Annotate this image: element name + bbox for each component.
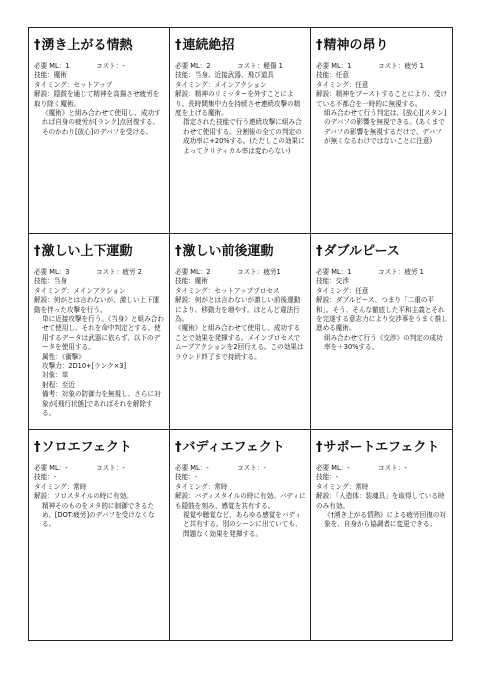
skill-card <box>170 234 311 430</box>
skill-line: 技能：- <box>34 473 57 482</box>
timing-line: タイミング：常時 <box>175 482 228 491</box>
cost: コスト：疲労 2 <box>96 268 142 276</box>
card-title <box>34 244 165 260</box>
dagger-mark: † <box>175 38 182 53</box>
skill-line: 技能：- <box>316 473 339 482</box>
attribute-line: 属性：《衝撃》 <box>42 352 85 361</box>
skill-card <box>29 28 170 234</box>
skill-card <box>170 430 311 640</box>
description-paragraph: 組み合わせて行う判定は、[放心][スタン]のデバフの影響を無視できる。(あくまでデバフの影響を無視するだけで、デバフが無くなるわけではないことに注意) <box>324 109 447 146</box>
description-paragraph: 視覚や聴覚など、あらゆる感覚をバディと共有する。別のシーンに出ていても、問題なく効果を発揮する。 <box>183 511 302 538</box>
skill-card <box>311 430 452 640</box>
range-line: 射程：至近 <box>42 380 75 389</box>
skill-card-grid <box>28 27 453 641</box>
card-title-text: 湧き上がる情熱 <box>41 38 133 53</box>
card-title-text: バディエフェクト <box>182 440 285 455</box>
skill-card <box>311 234 452 430</box>
description-paragraph: 単に近接攻撃を行う。《当身》と組み合わせて使用し、それを命中判定とする。使用するデータは武器に依らず、以下のデータを使用する。 <box>42 315 164 352</box>
skill-line: 技能：- <box>175 473 198 482</box>
description-paragraph: 《†湧き上がる情熱》による疲労回復の対象を、自身から協調者に変更できる。 <box>324 511 446 529</box>
card-title-text: 激しい上下運動 <box>41 244 133 259</box>
skill-card <box>29 234 170 430</box>
dagger-mark: † <box>316 244 323 259</box>
skill-card <box>29 430 170 640</box>
card-title-text: 激しい前後運動 <box>182 244 274 259</box>
description-paragraph: 《魔術》と組み合わせて使用し、成功すれば自身の疲労が[ランク]点回復する。そのかわり[放心]のデバフを受ける。 <box>42 109 161 136</box>
timing-line: タイミング：任意 <box>316 80 369 89</box>
timing-line: タイミング：セットアッププロセス <box>175 286 280 295</box>
required-ml: 必要 ML：1 <box>316 268 352 276</box>
dagger-mark: † <box>175 440 182 455</box>
description-paragraph: 《魔術》と組み合わせて使用し、成功することで効果を発揮する。メインプロセスでムーブアクションを2回行える。この効果はラウンド終了まで持続する。 <box>175 324 304 361</box>
cost: コスト：疲労1 <box>237 268 281 276</box>
description-paragraph: 解説：ソロスタイルの時に有効。 <box>34 492 133 501</box>
description-paragraph: 解説：精神のリミッターを外すことにより、長時間集中力を持続させ連続攻撃の精度を上げる魔術。 <box>175 90 301 118</box>
description-paragraph: 組み合わせて行う《交渉》の判定の成功率を＋30%する。 <box>324 333 443 352</box>
skill-card <box>311 28 452 234</box>
required-ml: 必要 ML：3 <box>34 268 70 276</box>
description-paragraph: 解説：何がとは言わないが、激しい上下運動を伴った攻撃を行う。 <box>34 296 160 314</box>
timing-line: タイミング：任意 <box>316 286 369 295</box>
description-paragraph: 解説：ダブルピース、つまり「二重の平和」。そう、そんな徹底した平和主義とそれを完遂する意志力により交渉事をうまく推し進める魔術。 <box>316 296 448 333</box>
timing-line: タイミング：常時 <box>316 482 369 491</box>
description-paragraph: 解説：何がとは言わないが激しい前後運動により、移動力を増やす。ほとんど違法行為。 <box>175 296 301 324</box>
cost: コスト：疲労 1 <box>378 268 424 276</box>
card-title-text: 精神の昂り <box>323 38 389 53</box>
required-ml: 必要 ML：- <box>316 464 350 472</box>
card-title <box>175 244 306 260</box>
card-title-text: ソロエフェクト <box>41 440 132 455</box>
skill-card <box>170 28 311 234</box>
card-title-text: 連続絶招 <box>182 38 235 53</box>
dagger-mark: † <box>34 244 41 259</box>
card-title <box>316 440 448 456</box>
skill-line: 技能：魔術 <box>175 277 208 286</box>
cost: コスト：疲労 1 <box>378 62 424 70</box>
card-meta <box>34 62 165 71</box>
dagger-mark: † <box>316 38 323 53</box>
target-line: 対象：単 <box>42 371 69 380</box>
description-paragraph: 解説：「人造体：装魂具」を取得している時のみ有効。 <box>316 492 445 510</box>
card-title-text: サポートエフェクト <box>323 440 440 455</box>
card-title <box>316 38 448 54</box>
required-ml: 必要 ML：2 <box>175 268 211 276</box>
description-paragraph: 解説：精神をブーストすることにより、受けている不都合を一時的に無視する。 <box>316 90 448 108</box>
card-title <box>175 38 306 54</box>
description-paragraph: 精神そのものをメタ的に制御できるため、[DOT:疲労]のデバフを受けなくなる。 <box>42 501 155 529</box>
timing-line: タイミング：セットアップ <box>34 80 113 89</box>
card-meta <box>175 464 306 473</box>
card-meta <box>175 268 306 277</box>
cost: コスト：- <box>96 62 125 70</box>
timing-line: タイミング：メインアクション <box>175 80 267 89</box>
skill-line: 技能：魔術 <box>34 71 67 80</box>
skill-line: 技能：交渉 <box>316 277 349 286</box>
timing-line: タイミング：メインアクション <box>34 286 126 295</box>
card-meta <box>34 464 165 473</box>
cost: コスト：軽傷 1 <box>237 62 283 70</box>
card-meta <box>316 464 448 473</box>
required-ml: 必要 ML：1 <box>316 62 352 70</box>
cost: コスト：- <box>378 464 407 472</box>
description-paragraph: 指定された技能で行う連続攻撃に組み合わせて使用する。分割後の全ての判定の成功率に+20%する。(ただしこの効果によってクリティカル率は変わらない) <box>183 118 305 155</box>
required-ml: 必要 ML：1 <box>34 62 70 70</box>
dagger-mark: † <box>316 440 323 455</box>
required-ml: 必要 ML：- <box>34 464 68 472</box>
dagger-mark: † <box>34 440 41 455</box>
card-meta <box>34 268 165 277</box>
description-paragraph: 解説：バディスタイルの時に有効。バディにも隠鼓を刻み、感覚を共有する。 <box>175 492 306 510</box>
dagger-mark: † <box>34 38 41 53</box>
card-title <box>316 244 448 260</box>
skill-line: 技能：当身、近接武器、飛び道具 <box>175 71 274 80</box>
attack-power-line: 攻撃力：2D10+[ランク×3] <box>42 362 127 371</box>
required-ml: 必要 ML：- <box>175 464 209 472</box>
cost: コスト：- <box>96 464 125 472</box>
skill-line: 技能：当身 <box>34 277 67 286</box>
card-title <box>34 440 165 456</box>
card-meta <box>175 62 306 71</box>
description-paragraph: 解説：隠鼓を通じて精神を高揚させ疲労を取り除く魔術。 <box>34 90 160 108</box>
skill-line: 技能：任意 <box>316 71 349 80</box>
card-title <box>34 38 165 54</box>
required-ml: 必要 ML：2 <box>175 62 211 70</box>
dagger-mark: † <box>175 244 182 259</box>
remarks-line: 備考：対象の防御力を無視し、さらに対象が[飛行状態]であればそれを解除する。 <box>42 390 161 418</box>
cost: コスト：- <box>237 464 266 472</box>
timing-line: タイミング：常時 <box>34 482 87 491</box>
card-title <box>175 440 306 456</box>
card-meta <box>316 268 448 277</box>
card-meta <box>316 62 448 71</box>
card-title-text: ダブルピース <box>323 244 400 259</box>
